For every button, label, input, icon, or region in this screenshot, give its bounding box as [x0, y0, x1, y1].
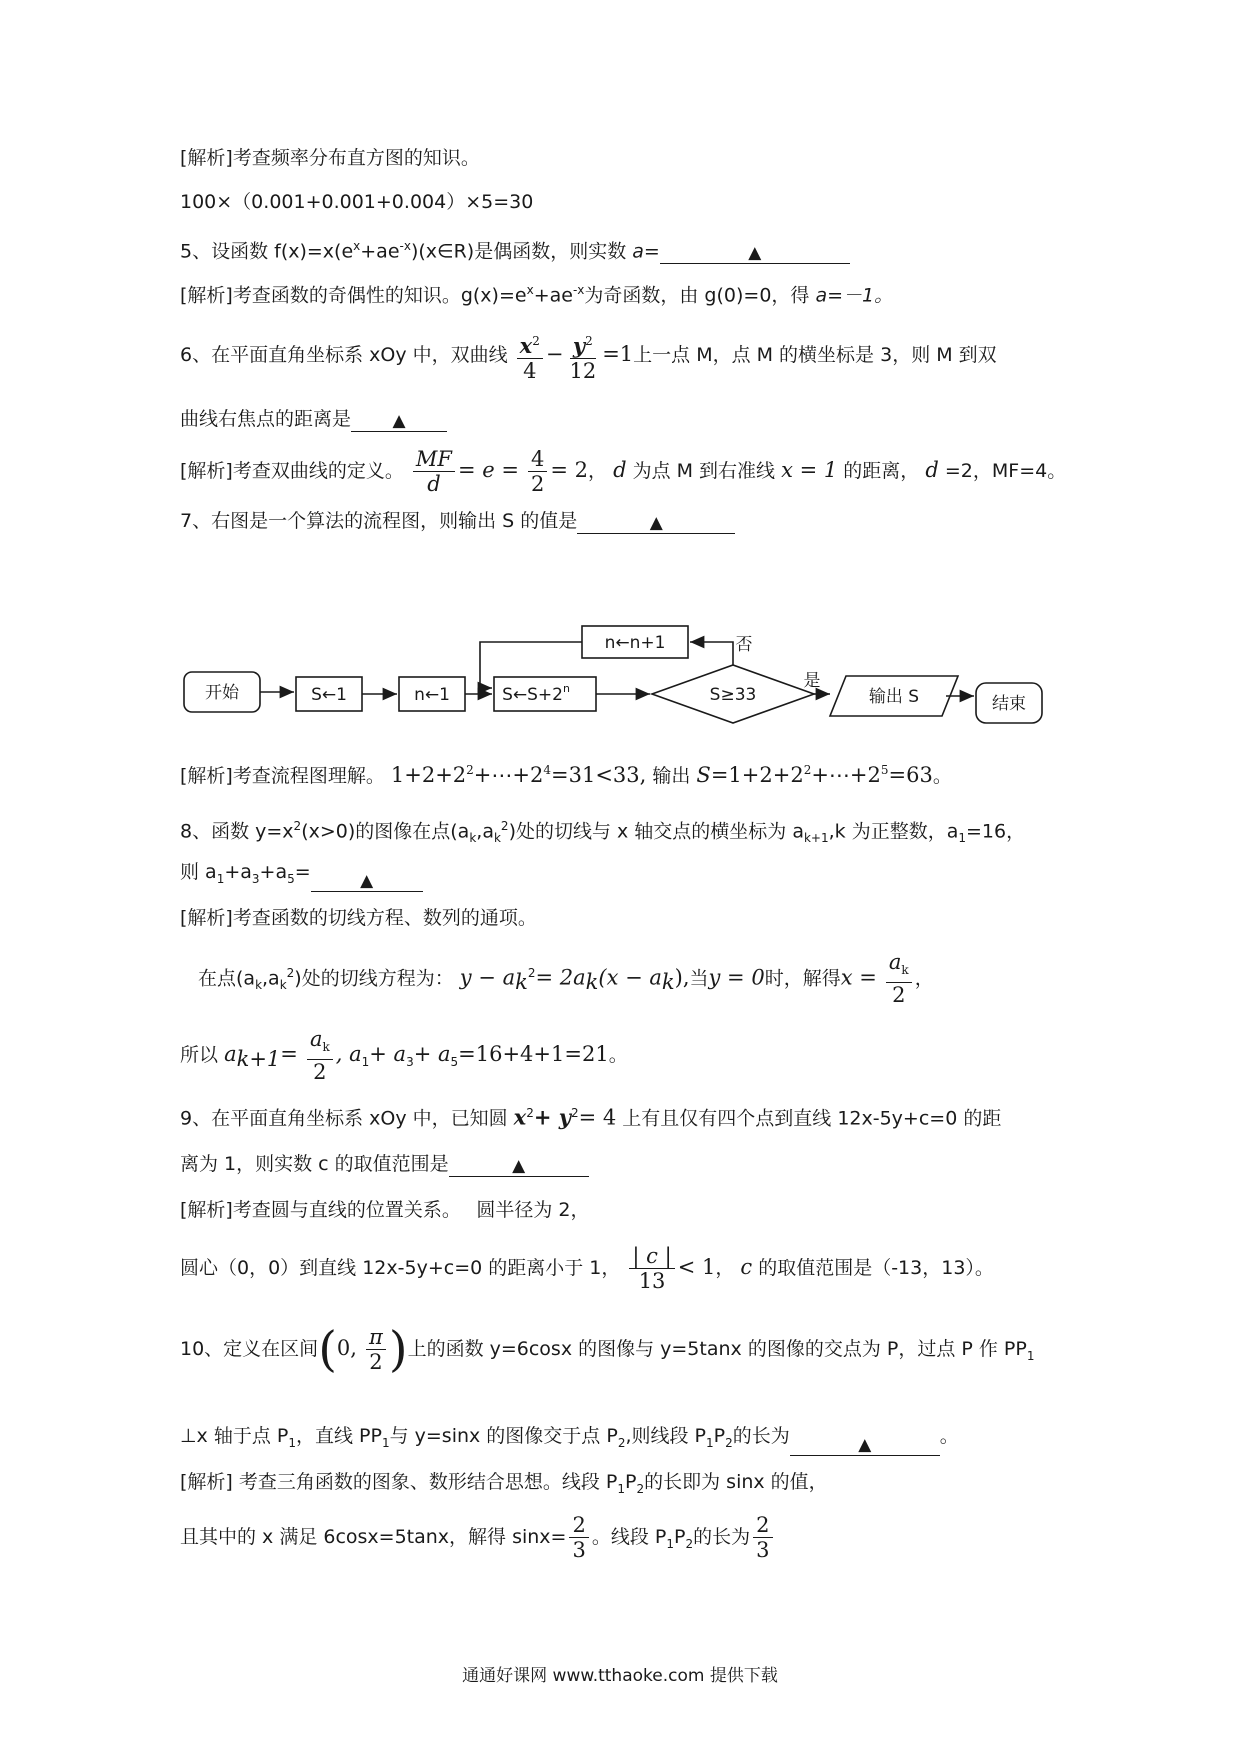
analysis-8-1: [解析]考查函数的切线方程、数列的通项。 [180, 907, 537, 929]
flow-s-init-label: S←1 [311, 685, 347, 705]
analysis-8-3: 所以 $a_{k+1}=$ $\frac{a_k}{2}$ , $a_1+ a_3+ a_5=16+4+1=21$。 [180, 1026, 628, 1085]
question-10: 10、定义在区间(0, $\frac{\pi}{2}$ )上的函数 y=6cosx 的图像与 y=5tanx 的图像的交点为 P，过点 P 作 $PP_1$ [180, 1321, 1035, 1378]
analysis-9-1: [解析]考查圆与直线的位置关系。 圆半径为 2， [180, 1199, 590, 1221]
flow-start-label: 开始 [205, 683, 239, 703]
flow-yes-label: 是 [803, 671, 821, 691]
analysis-9-2: 圆心（0，0）到直线 12x-5y+c=0 的距离小于 1， $\frac{| c |}{13}$ < 1， c 的取值范围是（-13，13）。 [180, 1244, 994, 1293]
frequency-calc: 100×（0.001+0.001+0.004）×5=30 [180, 191, 534, 213]
question-9-cont: 离为 1，则实数 c 的取值范围是 ▲ [180, 1151, 589, 1177]
analysis-5: [解析]考查函数的奇偶性的知识。$g(x)=e^x+ae^{-x}$为奇函数，由 g(0)=0，得 a=－1。 [180, 283, 894, 307]
analysis-10-2: 且其中的 x 满足 6cosx=5tanx，解得 sinx= $\frac{2}{3}$ 。线段 $P_1P_2$的长为 $\frac{2}{3}$ [180, 1505, 776, 1576]
question-9: 9、在平面直角坐标系 xOy 中，已知圆 $x^2+ y^2= 4$ 上有且仅有四个点到直线 12x-5y+c=0 的距 [180, 1104, 1002, 1130]
question-10-cont: ⊥x 轴于点 $P_1$，直线 $PP_1$与 y=sinx 的图像交于点 $P_2$,则线段 $P_1P_2$的长为 ▲ 。 [180, 1425, 959, 1455]
flow-output-label: 输出 S [868, 687, 920, 707]
flow-increment-label: n←n+1 [604, 633, 666, 653]
answer-blank-7: ▲ [577, 509, 735, 534]
analysis-7: [解析]考查流程图理解。 $1+2+2^2+\cdots+2^4=31<33$, 输出 $S=1+2+2^2+\cdots+2^5=63$。 [180, 763, 952, 787]
flow-n-init-label: n←1 [414, 685, 450, 705]
question-6: 6、在平面直角坐标系 xOy 中，双曲线 $\frac{x^2}{4}$ − $\frac{y^2}{12}$ =1上一点 M，点 M 的横坐标是 3，则 M 到双 [180, 322, 997, 387]
flow-end-label: 结束 [992, 694, 1026, 714]
analysis-8-2: 在点$(a_k,a_k^2)$处的切线方程为： $y - a_k^2= 2a_k(x - a_k)$,当y = 0时，解得x = $\frac{a_k}{2}$ ， [198, 950, 934, 1008]
flow-update-label: $S\leftarrow S+2^n$ [502, 682, 570, 705]
question-7: 7、右图是一个算法的流程图，则输出 S 的值是 ▲ [180, 508, 735, 534]
question-8: 8、函数 $y=x^2(x>0)$的图像在点$(a_k,a_k^2)$处的切线与 x 轴交点的横坐标为 $a_{k+1},k$ 为正整数，$a_1=16$， [180, 819, 1026, 846]
flow-no-label: 否 [735, 635, 753, 655]
question-5: 5、设函数 $f(x)=x(e^x+ae^{-x})(x\in R)$是偶函数，则实数 a= ▲ [180, 233, 850, 264]
answer-blank-6: ▲ [351, 407, 447, 432]
analysis-10-1: [解析] 考查三角函数的图象、数形结合思想。线段 $P_1P_2$的长即为 sinx 的值， [180, 1471, 828, 1496]
flow-condition-label: S≥33 [709, 685, 757, 705]
algorithm-flowchart [0, 0, 1240, 760]
answer-blank-8: ▲ [311, 867, 423, 892]
question-6-cont: 曲线右焦点的距离是 ▲ [180, 406, 447, 432]
answer-blank-5: ▲ [660, 239, 850, 264]
answer-blank-10: ▲ [790, 1431, 940, 1456]
question-8-cont: 则 $a_1+a_3+a_5=$ ▲ [180, 859, 423, 892]
page-footer: 通通好课网 www.tthaoke.com 提供下载 [462, 1666, 778, 1686]
analysis-frequency: [解析]考查频率分布直方图的知识。 [180, 147, 480, 169]
answer-blank-9: ▲ [449, 1152, 589, 1177]
analysis-6: [解析]考查双曲线的定义。 $\frac{MF}{d}$ = e = $\frac{4}{2}$ = 2， d 为点 M 到右准线 x = 1 的距离， d =2，MF=4。 [180, 447, 1067, 496]
